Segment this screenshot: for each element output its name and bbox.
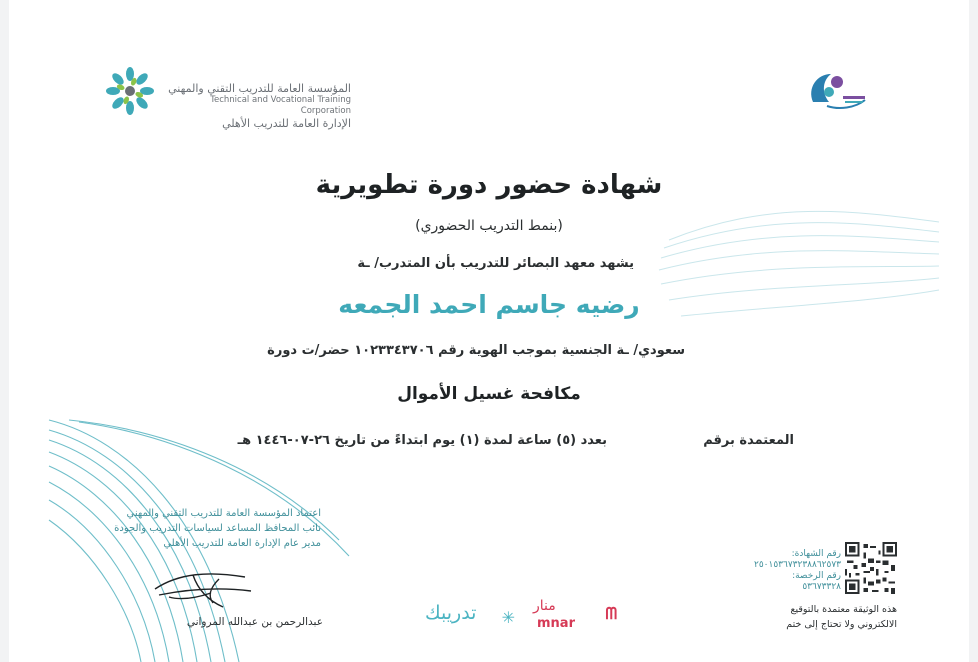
electronic-signature-note: [729, 602, 897, 632]
organization-header: [161, 82, 351, 130]
org-name-arabic: المؤسسة العامة للتدريب التقني والمهني: [168, 82, 351, 95]
note-line-1: هذه الوثيقة معتمدة بالتوقيع: [790, 604, 897, 615]
mnar-mark-icon: ᗰ: [605, 604, 617, 623]
basair-institute-logo: [799, 62, 879, 120]
tvtc-logo: [101, 62, 159, 120]
mnar-english-text: mnar: [537, 616, 575, 631]
mnar-logo: [531, 598, 621, 638]
tadreebk-star-icon: ✳: [501, 608, 515, 627]
stamp-line-approval: اعتماد المؤسسة العامة للتدريب التقني والمهني: [126, 508, 321, 519]
org-department: الإدارة العامة للتدريب الأهلي: [222, 117, 351, 130]
signer-name: عبدالرحمن بن عبدالله المرواني: [186, 616, 323, 628]
license-number-label: رقم الرخصة:: [792, 571, 841, 581]
course-name: مكافحة غسيل الأموال: [397, 384, 581, 404]
cert-number-value: ٢٥٠١٥٣٦٧٣٢٣٨٨٦٢٥٧٣: [753, 560, 841, 570]
org-name-english: Technical and Vocational Training Corporation: [210, 95, 351, 116]
tadreebk-logo: [421, 598, 521, 634]
course-duration-line: بعدد (٥) ساعة لمدة (١) يوم ابتداءً من تاريخ ٢٦-٠٧-١٤٤٦ هـ: [237, 433, 607, 448]
qr-code-icon: [845, 542, 897, 594]
certificate-verification-info: [735, 549, 841, 593]
cert-number-label: رقم الشهادة:: [791, 549, 841, 559]
license-number-value: ٥٣٦٧٣٣٢٨: [802, 582, 841, 592]
stamp-line-deputy: نائب المحافظ المساعد لسياسات التدريب والجودة: [114, 523, 321, 534]
certificate-subtitle: (بنمط التدريب الحضوري): [415, 218, 563, 234]
certificate-page: [9, 0, 969, 662]
tadreebk-text: تدريبك: [425, 602, 477, 624]
nationality-id-line: سعودي/ ـة الجنسية بموجب الهوية رقم ١٠٢٣٣٤٣٧٠٦ حضر/ت دورة: [267, 343, 685, 358]
certificate-title: شهادة حضور دورة تطويرية: [315, 170, 663, 200]
stamp-line-director: مدير عام الإدارة العامة للتدريب الأهلي: [163, 538, 321, 549]
certify-statement: يشهد معهد البصائر للتدريب بأن المتدرب/ ـة: [357, 256, 634, 271]
approved-number-label: المعتمدة برقم: [703, 433, 794, 448]
trainee-name: رضيه جاسم احمد الجمعه: [338, 290, 640, 319]
mnar-arabic-text: منار: [533, 598, 556, 614]
note-line-2: الالكتروني ولا تحتاج إلى ختم: [786, 619, 897, 630]
approval-stamp: [101, 506, 321, 551]
handwritten-signature: [149, 567, 257, 611]
